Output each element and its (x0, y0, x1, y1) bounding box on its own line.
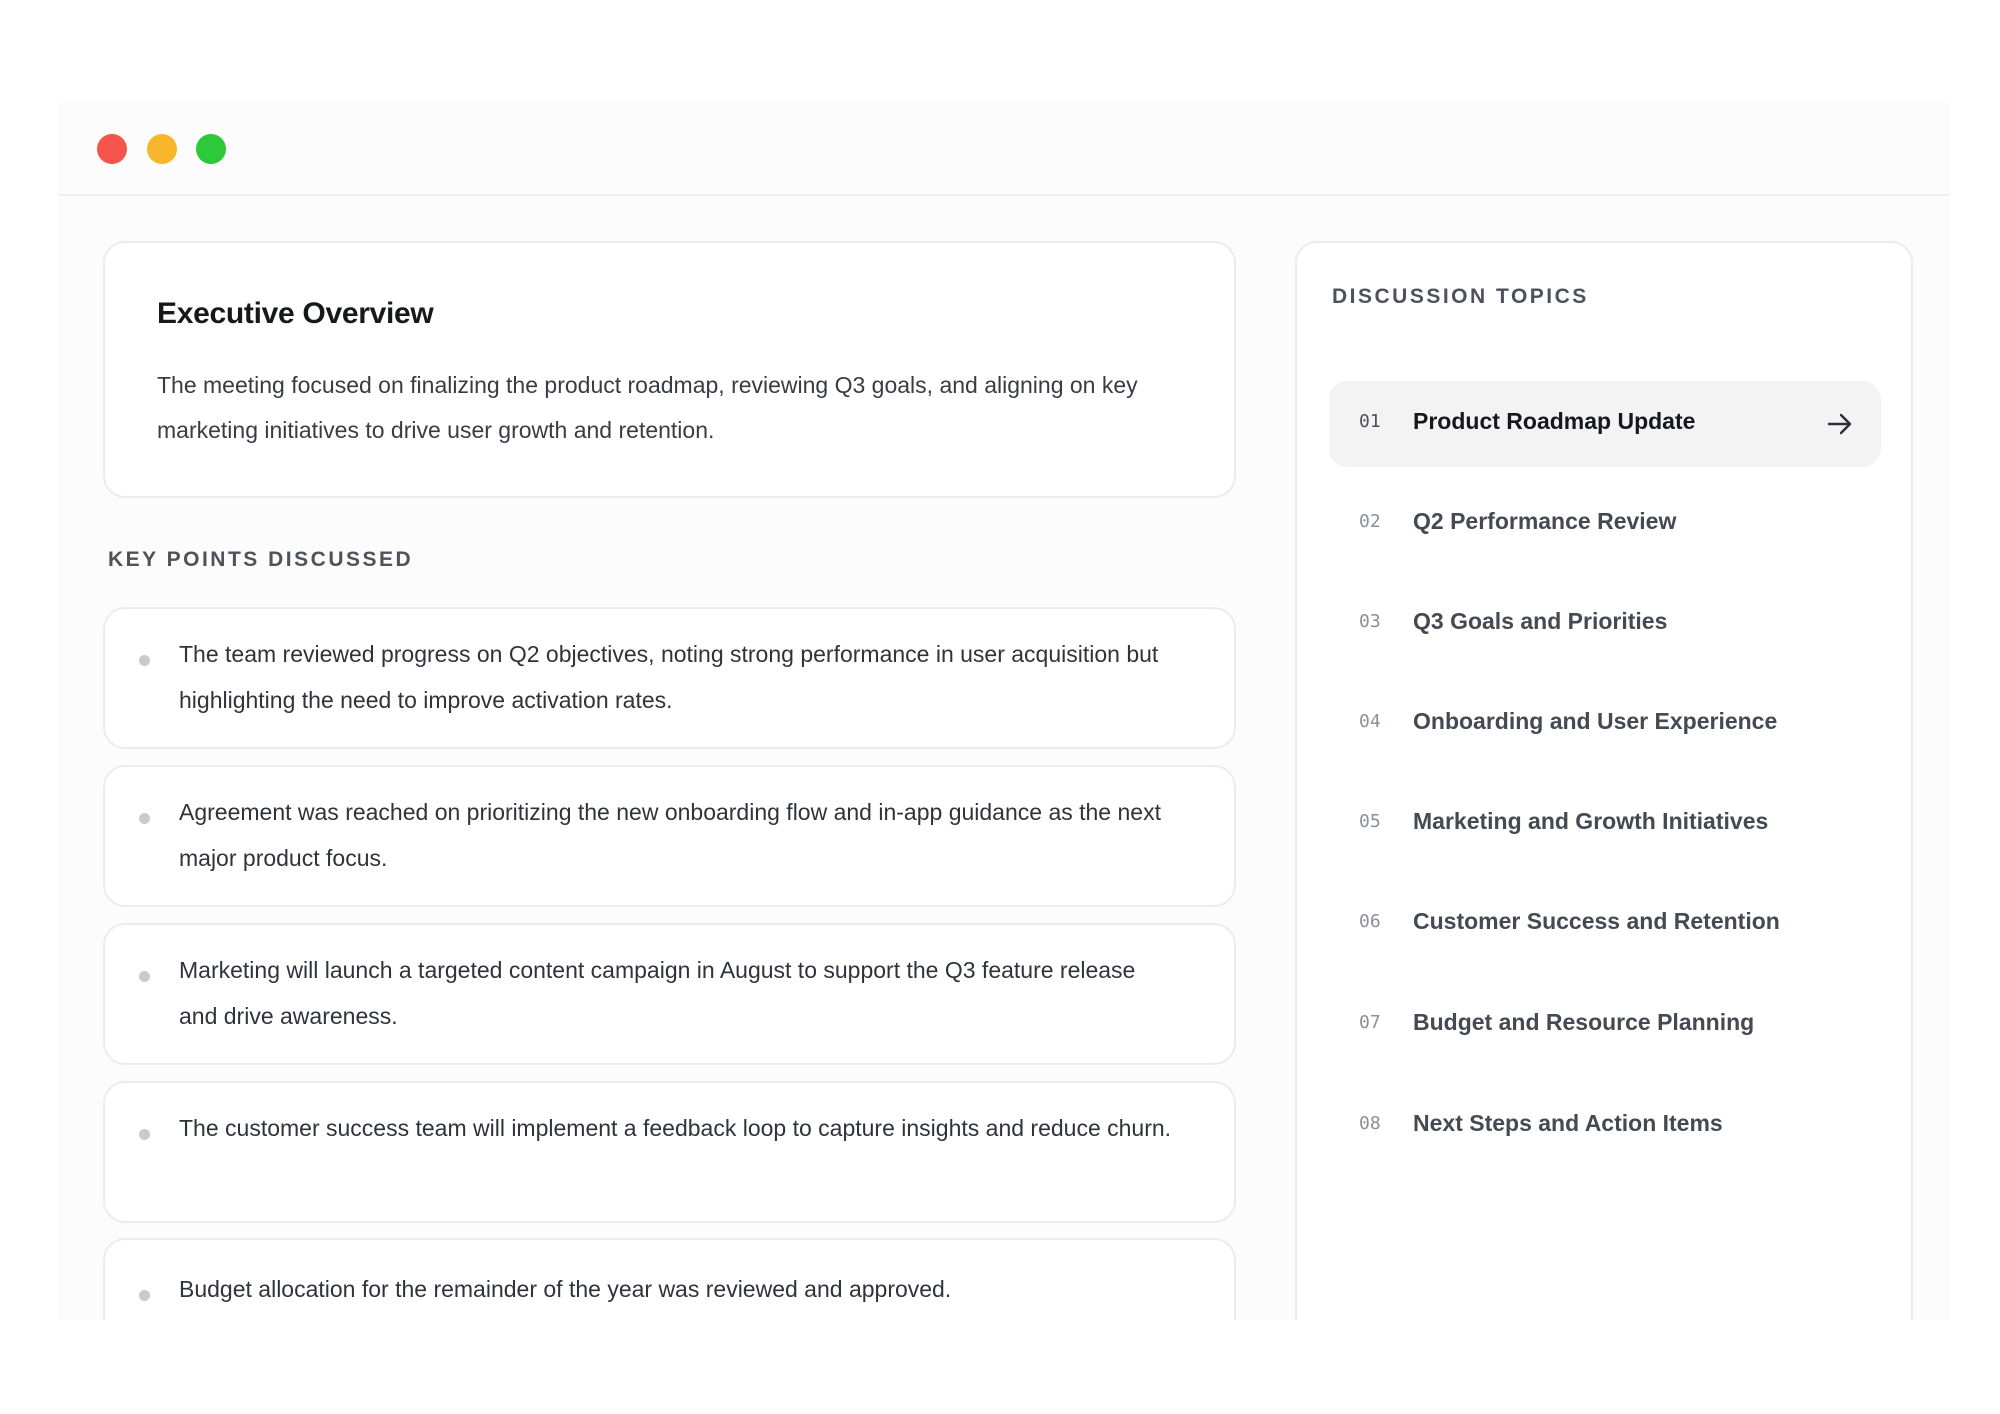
discussion-topics-panel (1295, 241, 1913, 1320)
minimize-window-button[interactable] (147, 134, 177, 164)
key-point-text: Agreement was reached on prioritizing the new onboarding flow and in-app guidance as the next major product focus. (179, 799, 1161, 871)
key-point-text: Marketing will launch a targeted content campaign in August to support the Q3 feature release and drive awareness. (179, 957, 1136, 1029)
key-point-item (103, 1081, 1236, 1223)
close-window-button[interactable] (97, 134, 127, 164)
topic-item-next-steps-and-action-items[interactable] (1329, 1083, 1881, 1169)
topic-item-onboarding-and-user-experience[interactable] (1329, 681, 1881, 767)
topic-label: Customer Success and Retention (1413, 908, 1780, 934)
topic-label: Product Roadmap Update (1413, 408, 1696, 434)
key-points-heading: KEY POINTS DISCUSSED (108, 548, 414, 571)
discussion-topics-heading: DISCUSSION TOPICS (1332, 285, 1589, 308)
key-point-item (103, 1238, 1236, 1320)
key-point-text: The team reviewed progress on Q2 objectives, noting strong performance in user acquisition but highlighting the need to improve activation rates. (179, 641, 1159, 713)
topic-item-q3-goals-and-priorities[interactable] (1329, 581, 1881, 667)
bullet-dot-icon (139, 813, 150, 824)
bullet-dot-icon (139, 1290, 150, 1301)
topic-number: 05 (1359, 811, 1381, 832)
topic-label: Q2 Performance Review (1413, 508, 1677, 534)
key-point-text: The customer success team will implement a feedback loop to capture insights and reduce churn. (179, 1115, 1172, 1141)
executive-overview-card (103, 241, 1236, 498)
topic-number: 04 (1359, 711, 1381, 732)
topic-label: Q3 Goals and Priorities (1413, 608, 1668, 634)
topic-label: Next Steps and Action Items (1413, 1110, 1723, 1136)
key-point-text: Budget allocation for the remainder of the year was reviewed and approved. (179, 1276, 952, 1302)
topic-number: 06 (1359, 911, 1381, 932)
topic-item-customer-success-and-retention[interactable] (1329, 881, 1881, 967)
key-point-item (103, 765, 1236, 907)
topic-label: Budget and Resource Planning (1413, 1009, 1755, 1035)
topic-number: 02 (1359, 511, 1381, 532)
topic-number: 07 (1359, 1012, 1381, 1033)
topic-item-product-roadmap-update[interactable] (1329, 381, 1881, 467)
key-point-item (103, 607, 1236, 749)
topic-number: 03 (1359, 611, 1381, 632)
topic-item-q2-performance-review[interactable] (1329, 481, 1881, 567)
key-point-item (103, 923, 1236, 1065)
title-bar (58, 102, 1950, 196)
overview-title: Executive Overview (157, 297, 434, 330)
topic-label: Marketing and Growth Initiatives (1413, 808, 1769, 834)
maximize-window-button[interactable] (196, 134, 226, 164)
topic-label: Onboarding and User Experience (1413, 708, 1778, 734)
topic-item-budget-and-resource-planning[interactable] (1329, 982, 1881, 1068)
arrow-right-icon (1827, 412, 1853, 436)
bullet-dot-icon (139, 655, 150, 666)
topic-number: 01 (1359, 411, 1381, 432)
bullet-dot-icon (139, 1129, 150, 1140)
bullet-dot-icon (139, 971, 150, 982)
topic-item-marketing-and-growth-initiatives[interactable] (1329, 781, 1881, 867)
overview-body: The meeting focused on finalizing the product roadmap, reviewing Q3 goals, and aligning on key marketing initiatives to drive user growth and retention. (157, 372, 1138, 443)
app-window (58, 102, 1950, 1320)
topic-number: 08 (1359, 1113, 1381, 1134)
